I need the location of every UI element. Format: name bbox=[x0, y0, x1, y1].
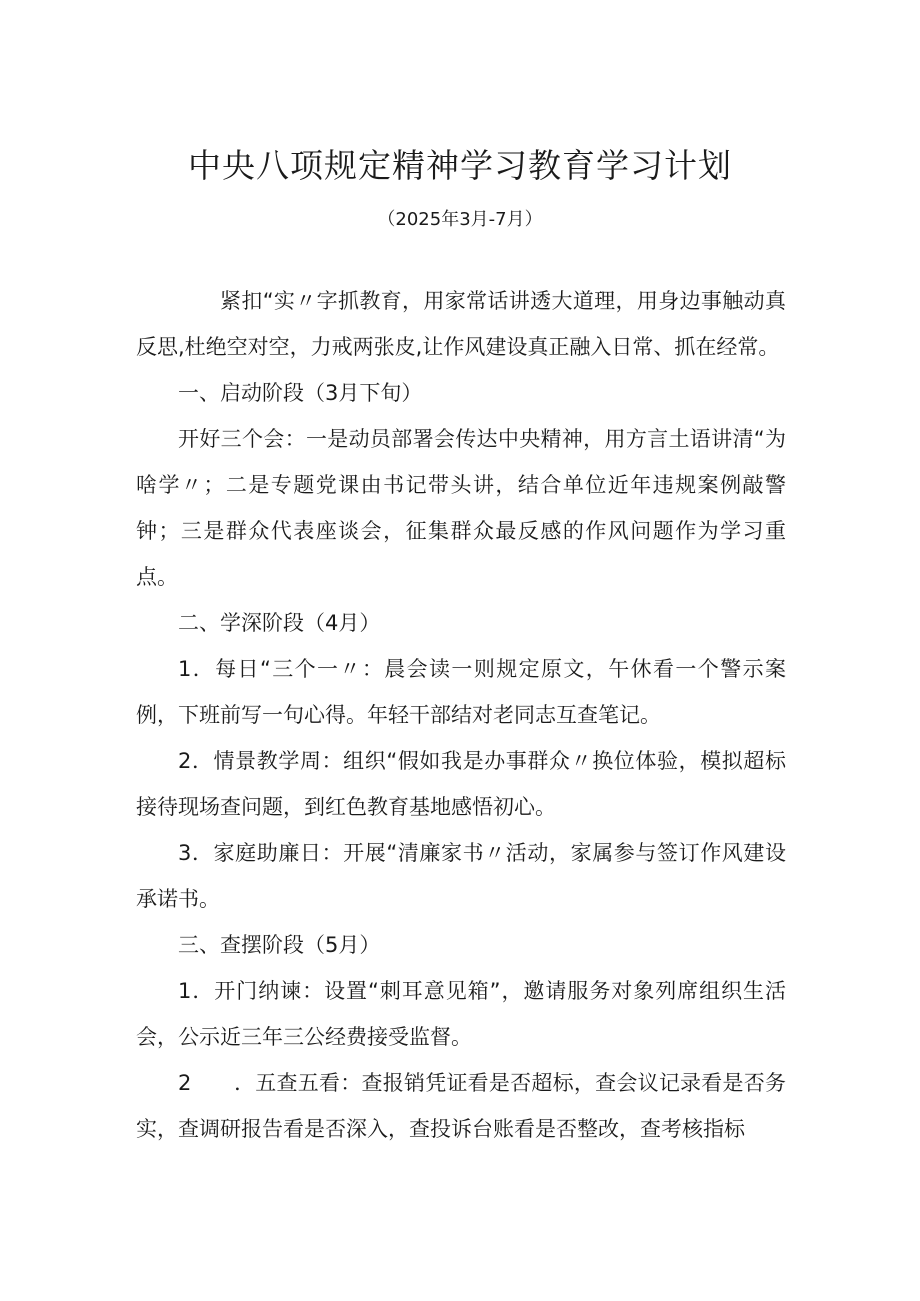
section-heading-start: 一、启动阶段（3月下旬） bbox=[178, 381, 423, 405]
intro-paragraph: 紧扣“实〃字抓教育，用家常话讲透大道理，用身边事触动真反思,杜绝空对空，力戒两张皮,让作风建设真正融入日常、抓在经常。 bbox=[136, 289, 786, 359]
study-item-2: 2．情景教学周：组织“假如我是办事群众〃换位体验，模拟超标接待现场查问题，到红色教育基地感悟初心。 bbox=[136, 749, 786, 819]
document-subtitle: （2025年3月-7月） bbox=[377, 209, 543, 230]
study-item-3: 3．家庭助廉日：开展“清廉家书〃活动，家属参与签订作风建设承诺书。 bbox=[136, 841, 786, 911]
section-heading-review: 三、查摆阶段（5月） bbox=[178, 933, 381, 957]
start-phase-paragraph: 开好三个会：一是动员部署会传达中央精神，用方言土语讲清“为啥学〃；二是专题党课由书记带头讲，结合单位近年违规案例敲警钟；三是群众代表座谈会，征集群众最反感的作风问题作为学习重点。 bbox=[136, 427, 786, 589]
document-title: 中央八项规定精神学习教育学习计划 bbox=[188, 146, 732, 185]
study-item-1: 1．每日“三个一〃：晨会读一则规定原文，午休看一个警示案例，下班前写一句心得。年轻干部结对老同志互查笔记。 bbox=[136, 657, 786, 727]
document-body bbox=[136, 278, 786, 1152]
review-item-1: 1．开门纳谏：设置“刺耳意见箱”，邀请服务对象列席组织生活会，公示近三年三公经费接受监督。 bbox=[136, 979, 786, 1049]
review-item-2: 2 ．五查五看：查报销凭证看是否超标，查会议记录看是否务实，查调研报告看是否深入，查投诉台账看是否整改，查考核指标 bbox=[136, 1071, 786, 1141]
section-heading-study: 二、学深阶段（4月） bbox=[178, 611, 381, 635]
